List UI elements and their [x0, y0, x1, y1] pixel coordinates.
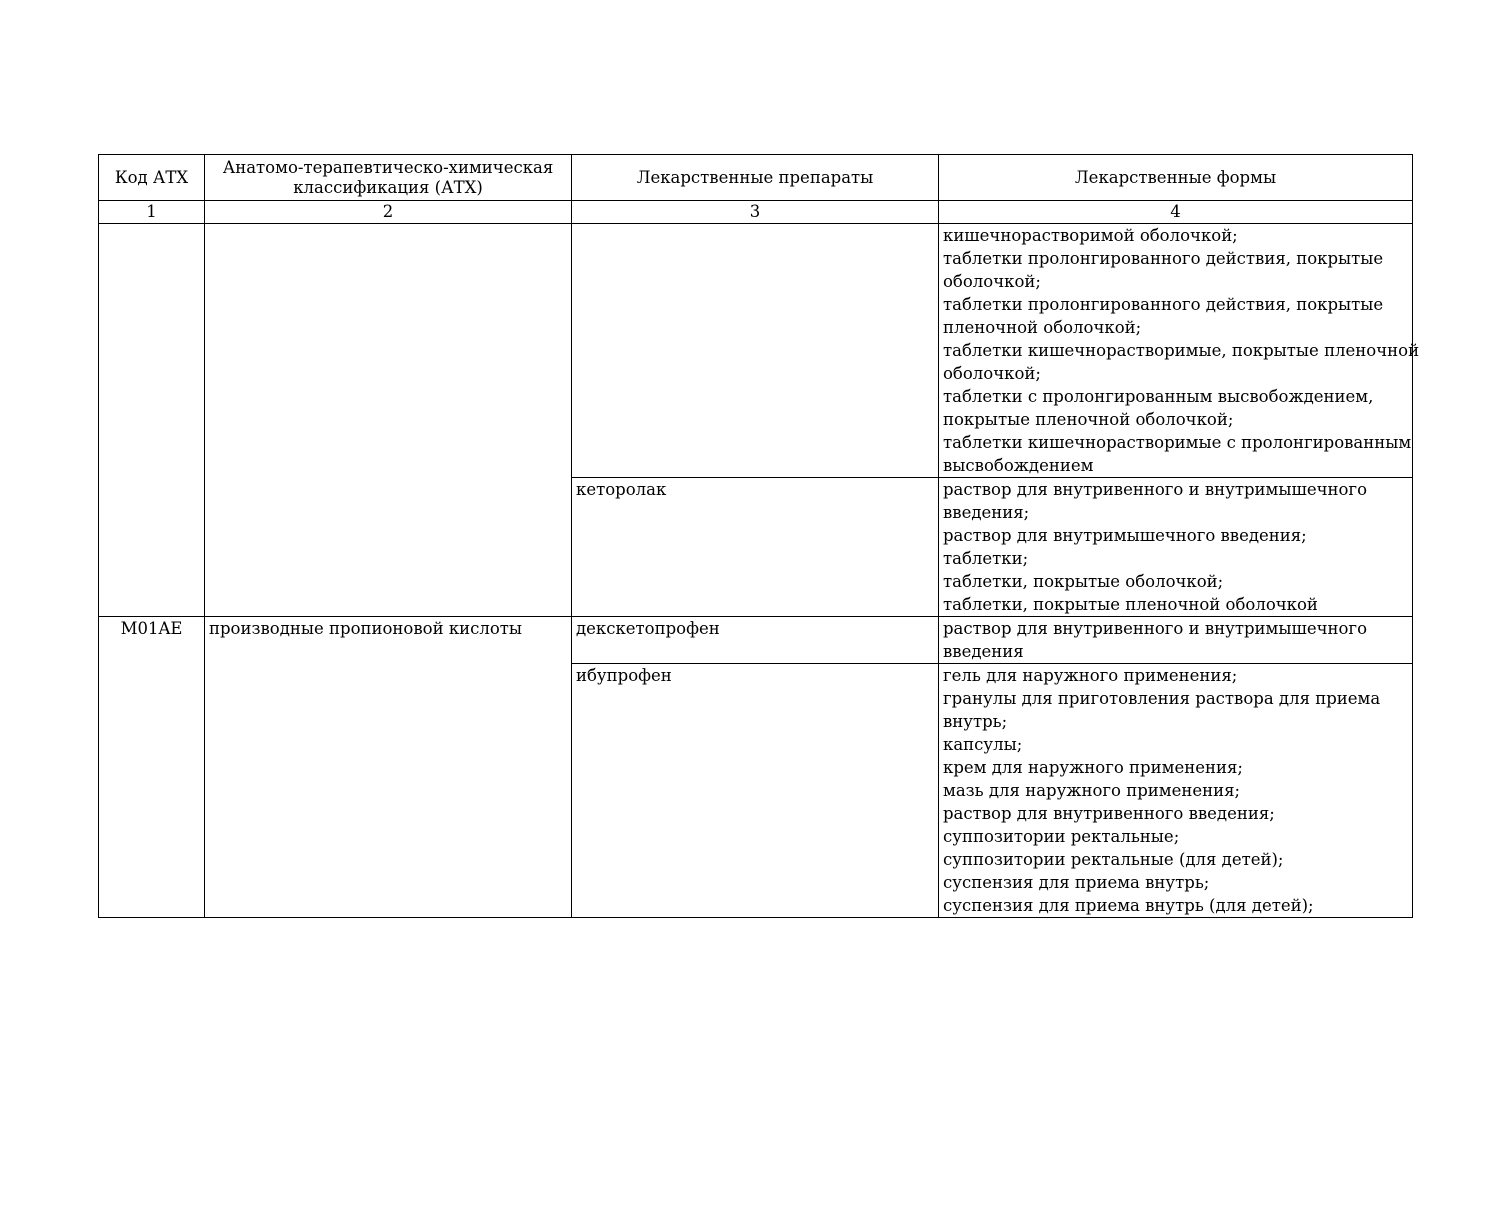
- form-line: оболочкой;: [943, 272, 1041, 291]
- form-line: таблетки, покрытые оболочкой;: [943, 572, 1224, 591]
- column-number: 2: [205, 201, 572, 224]
- form-line: гель для наружного применения;: [943, 666, 1238, 685]
- forms-cell: [939, 617, 1413, 664]
- form-line: оболочкой;: [943, 364, 1041, 383]
- table-row: [99, 224, 1413, 478]
- form-line: гранулы для приготовления раствора для приема: [943, 689, 1381, 708]
- column-number: 3: [572, 201, 939, 224]
- header-atx-classification: Анатомо-терапевтическо-химическая классификация (АТХ): [205, 155, 572, 201]
- form-line: капсулы;: [943, 735, 1023, 754]
- form-line: таблетки кишечнорастворимые с пролонгированным: [943, 433, 1412, 452]
- form-line: кишечнорастворимой оболочкой;: [943, 226, 1238, 245]
- drug-cell: кеторолак: [572, 478, 939, 617]
- form-line: высвобождением: [943, 456, 1094, 475]
- form-line: покрытые пленочной оболочкой;: [943, 410, 1234, 429]
- form-line: раствор для внутривенного введения;: [943, 804, 1275, 823]
- header-dosage-forms: Лекарственные формы: [939, 155, 1413, 201]
- form-line: раствор для внутривенного и внутримышечного: [943, 619, 1367, 638]
- form-line: введения: [943, 642, 1024, 661]
- header-row: [99, 155, 1413, 201]
- header-drugs: Лекарственные препараты: [572, 155, 939, 201]
- form-line: таблетки, покрытые пленочной оболочкой: [943, 595, 1318, 614]
- form-line: таблетки пролонгированного действия, покрытые: [943, 295, 1384, 314]
- form-line: таблетки кишечнорастворимые, покрытые пленочной: [943, 341, 1420, 360]
- form-line: суспензия для приема внутрь (для детей);: [943, 896, 1314, 915]
- form-line: таблетки;: [943, 549, 1029, 568]
- form-line: пленочной оболочкой;: [943, 318, 1142, 337]
- column-number: 1: [99, 201, 205, 224]
- forms-cell: [939, 664, 1413, 918]
- form-line: таблетки пролонгированного действия, покрытые: [943, 249, 1384, 268]
- column-number-row: [99, 201, 1413, 224]
- form-line: раствор для внутримышечного введения;: [943, 526, 1307, 545]
- drug-cell: декскетопрофен: [572, 617, 939, 664]
- form-line: суппозитории ректальные;: [943, 827, 1180, 846]
- atx-table: [98, 154, 1420, 918]
- column-number: 4: [939, 201, 1413, 224]
- table-row: [99, 617, 1413, 664]
- classification-cell: [205, 224, 572, 617]
- form-line: суппозитории ректальные (для детей);: [943, 850, 1284, 869]
- form-line: мазь для наружного применения;: [943, 781, 1241, 800]
- form-line: таблетки с пролонгированным высвобождением,: [943, 387, 1374, 406]
- form-line: крем для наружного применения;: [943, 758, 1243, 777]
- atx-code-cell: M01AE: [99, 617, 205, 918]
- header-atx-code: Код АТХ: [99, 155, 205, 201]
- classification-cell: производные пропионовой кислоты: [205, 617, 572, 918]
- form-line: суспензия для приема внутрь;: [943, 873, 1210, 892]
- atx-code-cell: [99, 224, 205, 617]
- drug-cell: ибупрофен: [572, 664, 939, 918]
- drug-cell: [572, 224, 939, 478]
- form-line: внутрь;: [943, 712, 1008, 731]
- forms-cell: [939, 224, 1420, 478]
- form-line: введения;: [943, 503, 1030, 522]
- forms-cell: [939, 478, 1413, 617]
- form-line: раствор для внутривенного и внутримышечного: [943, 480, 1367, 499]
